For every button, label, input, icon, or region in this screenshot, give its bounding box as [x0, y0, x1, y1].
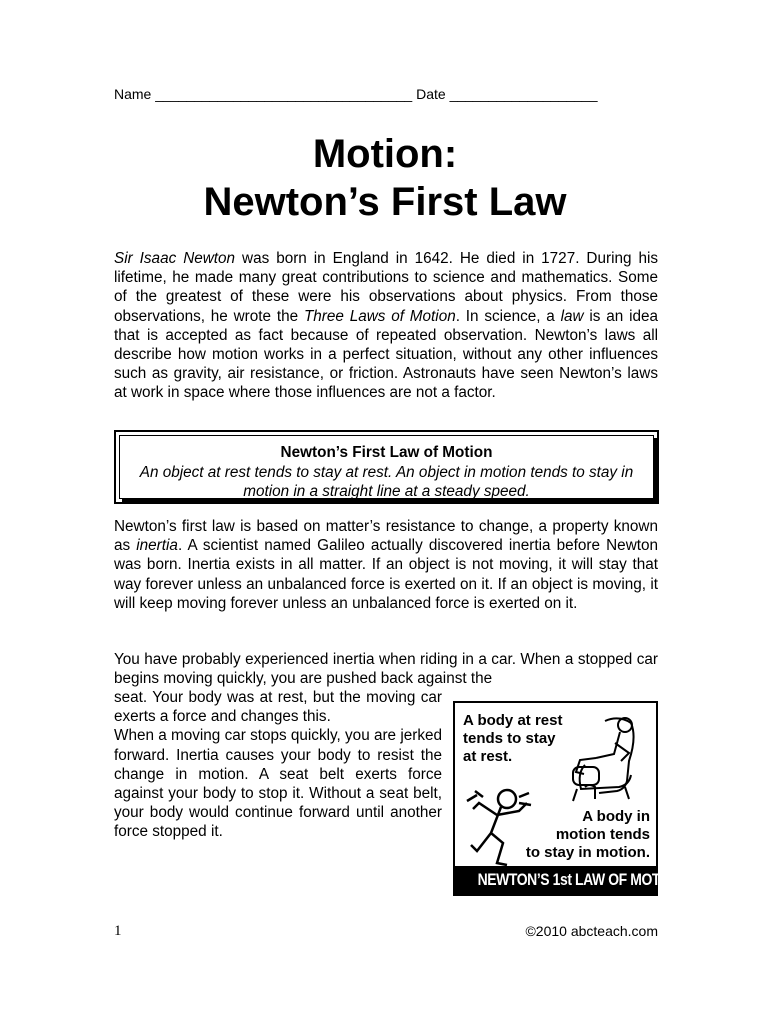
car-intro-text: You have probably experienced inertia when riding in a car. When a stopped car begins moving quickly, you are pushed back against the: [114, 651, 658, 688]
running-figure-icon: [467, 790, 531, 865]
law-term: law: [560, 307, 584, 325]
intro-text-a: was born in England in 1642. He died in 1727. During his lifetime, he made many great contributions to science and mathematics. Some of the greatest of these were his observations about physics. From those observations, he wrote the: [114, 250, 658, 325]
rest-caption: [463, 712, 562, 766]
title-line-2: Newton’s First Law: [203, 180, 567, 224]
inertia-term: inertia: [136, 537, 178, 555]
poster-banner: [455, 866, 684, 894]
title-line-1: Motion:: [312, 132, 458, 176]
intro-text-c: is an idea that is accepted as fact because of repeated observation. Newton’s laws all describe how motion works in a perfect situation, without any other influences such as gravity, air resistance, or friction. Astronauts have seen Newton’s laws at work in space where those influences are not a factor.: [114, 307, 659, 402]
car-intro-paragraph: [114, 650, 658, 688]
rest-caption-line-2: tends to stay: [463, 730, 556, 747]
motion-caption-line-1: A body in: [582, 808, 650, 825]
name-blank: _________________________________: [155, 86, 413, 102]
copyright-notice: ©2010 abcteach.com: [525, 923, 658, 939]
page-title: [0, 130, 770, 226]
intro-text-b: . In science, a: [455, 307, 561, 325]
rest-caption-line-1: A body at rest: [463, 712, 563, 729]
page-number: 1: [114, 923, 122, 939]
motion-caption-line-3: to stay in motion.: [525, 844, 650, 861]
inertia-text-a: Newton’s first law is based on matter’s resistance to change, a property known as: [114, 518, 658, 555]
intro-paragraph: [114, 249, 658, 403]
seated-figure-icon: [573, 718, 634, 801]
motion-caption: [526, 808, 650, 862]
three-laws-term: Three Laws of Motion: [303, 307, 456, 325]
date-label: Date: [416, 86, 446, 102]
newton-name: Sir Isaac Newton: [114, 250, 236, 267]
first-law-box: [114, 430, 659, 504]
name-date-line: [114, 86, 659, 102]
rest-caption-line-3: at rest.: [463, 748, 513, 765]
date-blank: ___________________: [449, 86, 598, 102]
first-law-box-inner: [119, 435, 654, 499]
first-law-heading: Newton’s First Law of Motion: [280, 444, 493, 461]
car-rest-text: seat. Your body was at rest, but the moving car exerts a force and changes this.: [114, 689, 442, 726]
name-label: Name: [114, 86, 152, 102]
inertia-paragraph: [114, 517, 658, 613]
first-law-statement: An object at rest tends to stay at rest. An object in motion tends to stay in motion in a straight line at a steady speed.: [139, 464, 634, 500]
inertia-text-b: . A scientist named Galileo actually discovered inertia before Newton was born. Inertia exists in all matter. If an object is not moving, it will stay that way forever unless an unbalanced force is exerted on it. If an object is moving, it will keep moving forever unless an unbalanced force is exerted on it.: [114, 537, 659, 612]
car-body-paragraph: [114, 688, 442, 842]
poster-banner-text: NEWTON’S 1st LAW OF MOTION: [477, 870, 684, 889]
motion-caption-line-2: motion tends: [555, 826, 650, 843]
first-law-poster: [453, 701, 684, 896]
car-stop-text: When a moving car stops quickly, you are jerked forward. Inertia causes your body to resist the change in motion. A seat belt exerts force against your body to stop it. Without a seat belt, your body would continue forward until another force stopped it.: [114, 727, 442, 841]
